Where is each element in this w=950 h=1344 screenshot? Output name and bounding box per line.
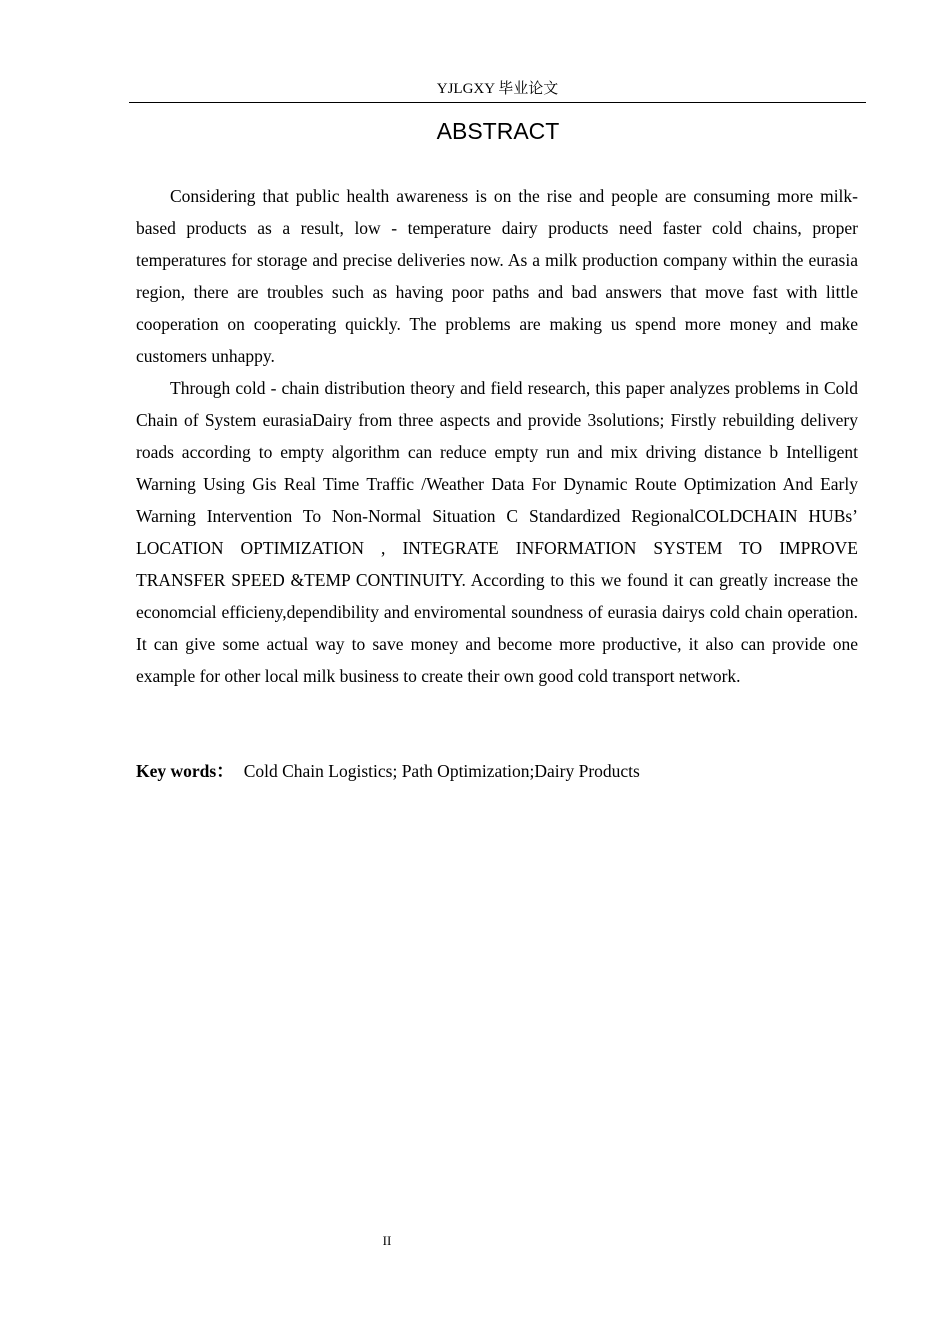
abstract-paragraph-1: Considering that public health awareness is on the rise and people are consuming more milk-based products as a result, low - temperature dairy products need faster cold chains, proper temperatures for storage and precise deliveries now. As a milk production company within the eurasia region, there are troubles such as having poor paths and bad answers that move fast with little cooperation on cooperating quickly. The problems are making us spend more money and make customers unhappy. [136,186,858,366]
header-text: YJLGXY 毕业论文 [436,81,559,97]
abstract-body [136,180,858,692]
page-number: II [382,1233,392,1248]
page-header [129,78,866,103]
keywords-line [136,755,858,787]
keywords-label: Key words： [136,761,234,781]
abstract-title: ABSTRACT [436,118,560,144]
keywords-value: Cold Chain Logistics; Path Optimization;Dairy Products [243,761,640,781]
abstract-paragraph-2: Through cold - chain distribution theory and field research, this paper analyzes problems in Cold Chain of System eurasiaDairy from three aspects and provide 3solutions; Firstly rebuilding delivery roads according to empty algorithm can reduce empty run and mix driving distance b Intelligent Warning Using Gis Real Time Traffic /Weather Data For Dynamic Route Optimization And Early Warning Intervention To Non-Normal Situation C Standardized RegionalCOLDCHAIN HUBs’ LOCATION OPTIMIZATION , INTEGRATE INFORMATION SYSTEM TO IMPROVE TRANSFER SPEED &TEMP CONTINUITY. According to this we found it can greatly increase the economcial efficieny,dependibility and enviromental soundness of eurasia dairys cold chain operation. It can give some actual way to save money and become more productive, it also can provide one example for other local milk business to create their own good cold transport network. [136,378,858,686]
